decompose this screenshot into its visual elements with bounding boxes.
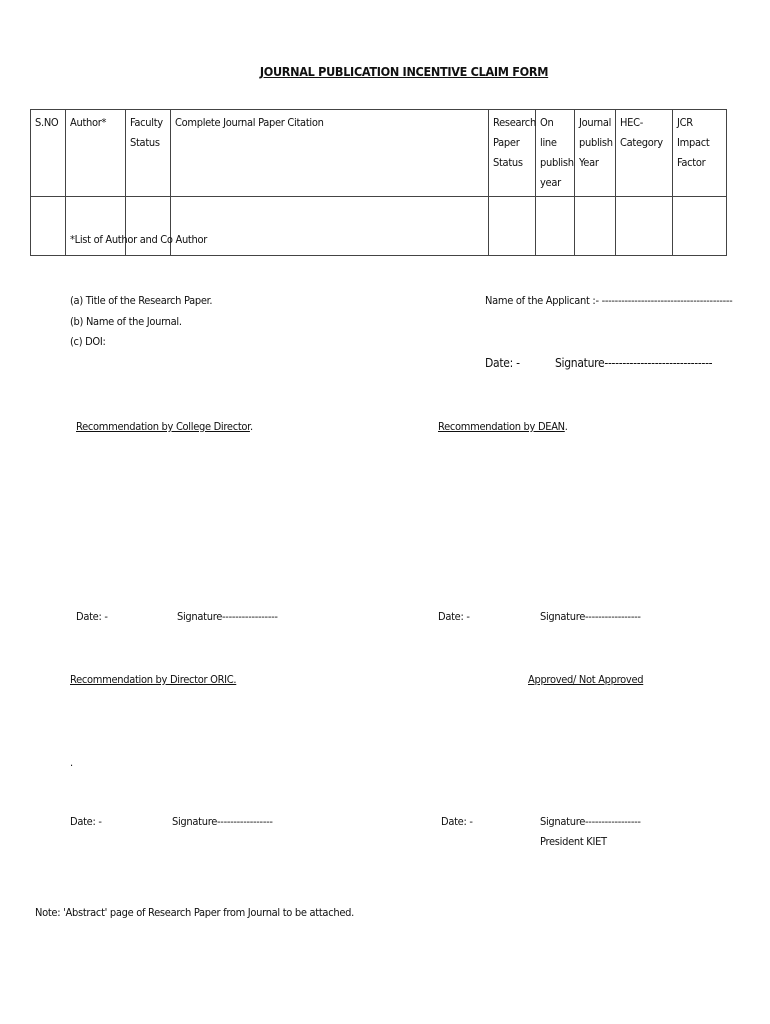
table-header-row: [31, 110, 727, 197]
applicant-signature: Signature------------------------------: [555, 356, 713, 370]
cell-research-paper-status[interactable]: [489, 197, 536, 256]
cell-author[interactable]: [66, 197, 126, 256]
author-note: *List of Author and Co Author: [70, 233, 207, 246]
applicant-name-line: Name of the Applicant :- ----------------------------------------: [485, 294, 733, 307]
college-director-signature: Signature-----------------: [177, 610, 278, 623]
header-jcr-impact-factor: JCR Impact Factor: [673, 110, 727, 197]
applicant-date: Date: -: [485, 356, 520, 370]
president-title: President KIET: [540, 835, 607, 848]
approval-date: Date: -: [441, 815, 473, 828]
footer-note: Note: 'Abstract' page of Research Paper from Journal to be attached.: [35, 906, 354, 919]
header-author: Author*: [66, 110, 126, 197]
approval-signature: Signature-----------------: [540, 815, 641, 828]
table-row: [31, 197, 727, 256]
director-oric-heading: Recommendation by Director ORIC.: [70, 673, 237, 686]
cell-jcr-impact-factor[interactable]: [673, 197, 727, 256]
form-title: JOURNAL PUBLICATION INCENTIVE CLAIM FORM: [259, 64, 549, 79]
header-online-publish-year: On line publish year: [536, 110, 575, 197]
approval-heading: Approved/ Not Approved: [528, 673, 644, 686]
journal-name-line: (b) Name of the Journal.: [70, 315, 182, 328]
doi-line: (c) DOI:: [70, 335, 106, 348]
cell-hec-category[interactable]: [616, 197, 673, 256]
college-director-heading: Recommendation by College Director.: [76, 420, 253, 433]
dean-heading: Recommendation by DEAN.: [438, 420, 568, 433]
director-oric-dot: .: [70, 756, 73, 769]
cell-journal-publish-year[interactable]: [575, 197, 616, 256]
cell-citation[interactable]: [171, 197, 489, 256]
director-oric-signature: Signature-----------------: [172, 815, 273, 828]
header-faculty-status: Faculty Status: [126, 110, 171, 197]
header-research-paper-status: Research Paper Status: [489, 110, 536, 197]
header-journal-publish-year: Journal publish Year: [575, 110, 616, 197]
cell-faculty-status[interactable]: [126, 197, 171, 256]
dean-date: Date: -: [438, 610, 470, 623]
dean-signature: Signature-----------------: [540, 610, 641, 623]
header-sno: S.NO: [31, 110, 66, 197]
cell-sno[interactable]: [31, 197, 66, 256]
cell-online-publish-year[interactable]: [536, 197, 575, 256]
header-hec-category: HEC-Category: [616, 110, 673, 197]
header-citation: Complete Journal Paper Citation: [171, 110, 489, 197]
director-oric-date: Date: -: [70, 815, 102, 828]
paper-title-line: (a) Title of the Research Paper.: [70, 294, 213, 307]
college-director-date: Date: -: [76, 610, 108, 623]
